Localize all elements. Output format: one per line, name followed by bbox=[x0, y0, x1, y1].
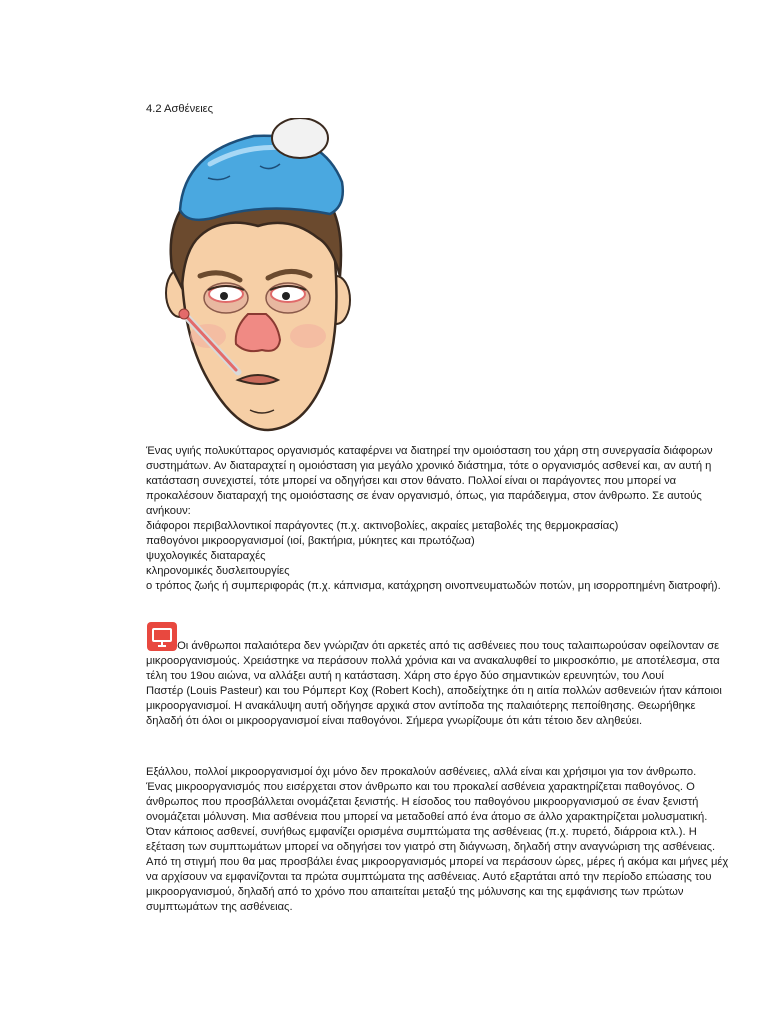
text-line: μικροοργανισμούς. Χρειάστηκε να περάσουν πολλά χρόνια και να ανακαλυφθεί το μικροσκόπιο, με αποτέλεσμα, στα bbox=[146, 655, 720, 667]
text-line: εξέταση των συμπτωμάτων μπορεί να οδηγήσει τον γιατρό στη διάγνωση, δηλαδή στην αναγνώριση της ασθένειας. bbox=[146, 841, 716, 853]
text-line: μικροοργανισμού, δηλαδή από το χρόνο που απαιτείται μεταξύ της μόλυνσης και της εμφάνισης των πρώτων bbox=[146, 886, 684, 898]
text-line: Όταν κάποιος ασθενεί, συνήθως εμφανίζει ορισμένα συμπτώματα της ασθένειας (π.χ. πυρετό, διάρροια κτλ.). Η bbox=[146, 826, 697, 838]
text-line: ο τρόπος ζωής ή συμπεριφοράς (π.χ. κάπνισμα, κατάχρηση οινοπνευματωδών ποτών, μη ισορροπημένη διατροφή). bbox=[146, 580, 721, 592]
text-line: κληρονομικές δυσλειτουργίες bbox=[146, 565, 290, 577]
text-line: κατάσταση συνεχιστεί, τότε μπορεί να οδηγήσει και στον θάνατο. Πολλοί είναι οι παράγοντες που μπορεί να bbox=[146, 475, 677, 487]
text-line: Από τη στιγμή που θα μας προσβάλει ένας μικροοργανισμός μπορεί να περάσουν ώρες, μέρες ή ακόμα και μήνες μέχ bbox=[146, 856, 729, 868]
text-line: Παστέρ (Louis Pasteur) και του Ρόμπερτ Κοχ (Robert Koch), αποδείχτηκε ότι η αιτία πολλών ασθενειών ήταν κάποιοι bbox=[146, 685, 722, 697]
section-heading: 4.2 Ασθένειες bbox=[146, 103, 214, 115]
text-line: Ένας μικροοργανισμός που εισέρχεται στον άνθρωπο και του προκαλεί ασθένεια χαρακτηρίζεται παθογόνος. Ο bbox=[146, 781, 695, 793]
text-line: άνθρωπος που προσβάλλεται ονομάζεται ξενιστής. Η είσοδος του παθογόνου μικροοργανισμού σε έναν ξενιστή bbox=[146, 796, 699, 808]
text-line: δηλαδή ότι όλοι οι μικροοργανισμοί είναι παθογόνοι. Σήμερα γνωρίζουμε ότι κάτι τέτοιο δεν αληθεύει. bbox=[146, 715, 643, 727]
text-line: ανήκουν: bbox=[146, 505, 191, 517]
sick-man-illustration bbox=[150, 118, 365, 436]
text-line: τέλη του 19ου αιώνα, να αλλάξει αυτή η κατάσταση. Χάρη στο έργο δύο σημαντικών ερευνητών, του Λουί bbox=[146, 670, 664, 682]
text-line: να αρχίσουν να εμφανίζονται τα πρώτα συμπτώματα της ασθένειας. Αυτό εξαρτάται από την περίοδο επώασης του bbox=[146, 871, 712, 883]
paragraph-pathogens bbox=[146, 765, 768, 915]
text-line: μικροοργανισμοί. Η ανακάλυψη αυτή οδήγησε αρχικά στον αντίποδα της παλαιότερης πεποίθησης. Θεωρήθηκε bbox=[146, 700, 696, 712]
text-line: Οι άνθρωποι παλαιότερα δεν γνώριζαν ότι αρκετές από τις ασθένειες που τους ταλαιπωρούσαν οφείλονταν σε bbox=[146, 640, 720, 652]
text-line: συμπτωμάτων της ασθένειας. bbox=[146, 901, 293, 913]
text-line: Ένας υγιής πολυκύτταρος οργανισμός καταφέρνει να διατηρεί την ομοιόσταση του χάρη στη συνεργασία διάφορων bbox=[146, 445, 713, 457]
paragraph-homeostasis bbox=[146, 444, 768, 594]
text-line: παθογόνοι μικροοργανισμοί (ιοί, βακτήρια, μύκητες και πρωτόζωα) bbox=[146, 535, 475, 547]
text-line: ονομάζεται μόλυνση. Μια ασθένεια που μπορεί να μεταδοθεί από ένα άτομο σε άλλο χαρακτηρίζεται μολυσματική. bbox=[146, 811, 708, 823]
text-line: προκαλέσουν διαταραχή της ομοιόστασης σε έναν οργανισμό, όπως, για παράδειγμα, στον άνθρωπο. Σε αυτούς bbox=[146, 490, 702, 502]
paragraph-history bbox=[146, 639, 768, 729]
text-line: ψυχολογικές διαταραχές bbox=[146, 550, 266, 562]
text-line: συστημάτων. Αν διαταραχτεί η ομοιόσταση για μεγάλο χρονικό διάστημα, τότε ο οργανισμός ασθενεί και, αν αυτή η bbox=[146, 460, 712, 472]
text-line: Εξάλλου, πολλοί μικροοργανισμοί όχι μόνο δεν προκαλούν ασθένειες, αλλά είναι και χρήσιμοι για τον άνθρωπο. bbox=[146, 766, 697, 778]
text-line: διάφοροι περιβαλλοντικοί παράγοντες (π.χ. ακτινοβολίες, ακραίες μεταβολές της θερμοκρασίας) bbox=[146, 520, 619, 532]
